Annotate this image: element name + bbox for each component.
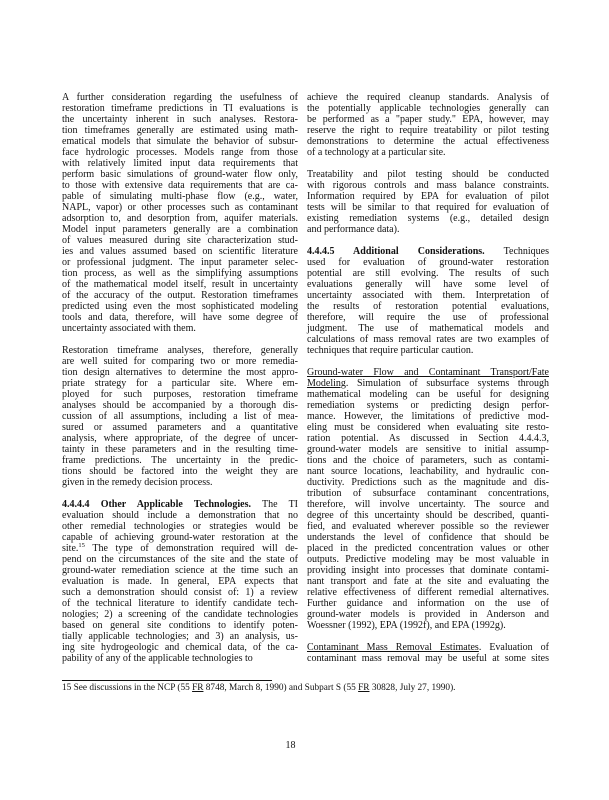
text-line: [307, 642, 549, 653]
text-line: demonstrations to determine the actual effectiveness: [307, 136, 549, 147]
text-line: of the mathematical model itself, result in uncertainty: [62, 279, 298, 290]
footnote-text: 8748, March 8, 1990) and Subpart S (55: [203, 683, 359, 693]
text-line: ductivity. Predictions such as the magnitude and dis-: [307, 477, 549, 488]
text-line: ing site hydrogeologic and chemical data, of the ca-: [62, 642, 298, 653]
text-line: uncertainty associated with them.: [62, 323, 196, 334]
text-line: pable of simulating multi-phase flow (e.g., water,: [62, 191, 298, 202]
text-span: . Simulation of subsurface systems through: [345, 378, 549, 389]
text-span: Techniques: [484, 246, 549, 257]
text-line: capable of achieving ground-water restoration at the: [62, 532, 298, 543]
text-line: or professional judgment. The input parameter selec-: [62, 257, 298, 268]
text-line: the potentially applicable technologies generally can: [307, 103, 549, 114]
text-line: pability of any of the applicable technologies to: [62, 653, 253, 664]
text-line: Information required by EPA for evaluation of pilot: [307, 191, 549, 202]
section-heading: 4.4.4.4 Other Applicable Technologies.: [62, 499, 251, 510]
text-line: therefore, will require the use of professional: [307, 312, 549, 323]
text-line: tion timeframes generally are estimated using math-: [62, 125, 298, 136]
text-line: the results of restoration potential evaluations,: [307, 301, 549, 312]
text-span: site.: [62, 543, 79, 554]
text-line: tainty in these parameters and in the resulting time-: [62, 444, 298, 455]
text-line: of values measured during site characterization stud-: [62, 235, 298, 246]
text-line: evaluation is made. In general, EPA expects that: [62, 576, 298, 587]
text-span: . Evaluation of: [478, 642, 549, 653]
right-column: [307, 92, 549, 675]
text-line: predicted using even the most sophisticated modeling: [62, 301, 298, 312]
text-line: nant source locations, leachability, and hydraulic con-: [307, 466, 549, 477]
text-line: tially applicable technologies; and 3) an analysis, us-: [62, 631, 298, 642]
text-line: tion process, as well as the simplifying assumptions: [62, 268, 298, 279]
text-span: The TI: [250, 499, 299, 510]
text-line: achieve the required cleanup standards. Analysis of: [307, 92, 549, 103]
paragraph: [307, 367, 549, 631]
text-line: given in the remedy decision process.: [62, 477, 213, 488]
text-line: and performance data).: [307, 224, 400, 235]
text-line: understands the level of confidence that should be: [307, 532, 549, 543]
text-line: [62, 543, 298, 554]
footnote-text: See discussions in the NCP (55: [71, 683, 193, 693]
text-line: tions and the choice of parameters, such as contami-: [307, 455, 549, 466]
text-line: restoration timeframe predictions in TI evaluations is: [62, 103, 298, 114]
text-line: potential are still evolving. The results of such: [307, 268, 549, 279]
text-line: tion design alternatives to determine the most appro-: [62, 367, 298, 378]
text-line: analysis, where appropriate, of the degree of uncer-: [62, 433, 298, 444]
paragraph: [62, 499, 298, 664]
text-span: The type of demonstration required will de-: [84, 543, 298, 554]
text-line: Treatability and pilot testing should be conducted: [307, 169, 549, 180]
text-line: Further guidance and information on the use of: [307, 598, 549, 609]
text-line: such a demonstration should consist of: 1) a review: [62, 587, 298, 598]
text-line: calculations of mass removal rates are two examples of: [307, 334, 549, 345]
text-line: placed in the predicted concentration values or other: [307, 543, 549, 554]
text-line: be performed as a "paper study." EPA, however, may: [307, 114, 549, 125]
text-line: used for evaluation of ground-water restoration: [307, 257, 549, 268]
text-line: the uncertainty inherent in such analyses. Restora-: [62, 114, 298, 125]
text-line: [307, 367, 549, 378]
text-line: nant transport and fate at the site and evaluating the: [307, 576, 549, 587]
text-line: are well suited for comparing two or more remedia-: [62, 356, 298, 367]
text-line: other remedial technologies or strategies would be: [62, 521, 298, 532]
text-line: [307, 246, 549, 257]
text-line: [307, 378, 549, 389]
text-line: NAPL, vapor) or other processes such as contaminant: [62, 202, 298, 213]
text-line: therefore, will involve uncertainty. The source and: [307, 499, 549, 510]
text-line: evaluations generally will have some level of: [307, 279, 549, 290]
text-line: of the accuracy of the output. Restoration timeframes: [62, 290, 298, 301]
section-heading: 4.4.4.5 Additional Considerations.: [307, 246, 485, 257]
text-line: evaluation should include a demonstration that no: [62, 510, 298, 521]
text-line: tools and data, therefore, will have some degree of: [62, 312, 298, 323]
federal-register-abbrev: FR: [192, 683, 204, 693]
text-line: of the technical literature to identify candidate tech-: [62, 598, 298, 609]
left-column: [62, 92, 298, 675]
text-line: degree of this uncertainty should be described, quanti-: [307, 510, 549, 521]
text-line: ematical models that simulate the behavior of subsur-: [62, 136, 298, 147]
text-line: priate strategy for a particular site. Where em-: [62, 378, 298, 389]
text-line: Model input parameters generally are a combination: [62, 224, 298, 235]
text-line: reserve the right to require treatability or pilot testing: [307, 125, 549, 136]
text-line: mance. However, the limitations of predictive mod-: [307, 411, 549, 422]
footnote-text: 30828, July 27, 1990).: [369, 683, 456, 693]
paragraph: [62, 345, 298, 488]
paragraph: [307, 92, 549, 158]
subsection-title: Modeling: [307, 378, 346, 389]
text-line: remediation systems or predicting design perfor-: [307, 400, 549, 411]
text-line: Woessner (1992), EPA (1992f), and EPA (1992g).: [307, 620, 506, 631]
text-line: tions should be factored into the weight they are: [62, 466, 298, 477]
text-line: tribution of subsurface contaminant concentrations,: [307, 488, 549, 499]
text-line: analyses should be accompanied by a thorough dis-: [62, 400, 298, 411]
text-line: ration potential. As discussed in Section 4.4.4.3,: [307, 433, 549, 444]
text-line: nologies; 2) a screening of the candidate technologies: [62, 609, 298, 620]
text-line: ies and values assumed based on scientific literature: [62, 246, 298, 257]
footnote-divider: [62, 680, 272, 681]
paragraph: [62, 92, 298, 334]
text-line: mathematical modeling can be useful for designing: [307, 389, 549, 400]
text-line: with rigorous controls and mass balance constraints.: [307, 180, 549, 191]
text-line: ground-water models is provided in Anderson and: [307, 609, 549, 620]
text-line: existing remediation systems (e.g., detailed design: [307, 213, 549, 224]
footnote-number: 15: [62, 683, 72, 693]
text-line: cussion of all assumptions, including a list of mea-: [62, 411, 298, 422]
text-line: adsorption to, and desorption from, aquifer materials.: [62, 213, 298, 224]
footnote-ref: 15: [78, 542, 85, 549]
text-line: of a technology at a particular site.: [307, 147, 446, 158]
subsection-title: Ground-water Flow and Contaminant Transport/Fate: [307, 367, 549, 378]
text-line: ground-water remediation science at the time such an: [62, 565, 298, 576]
footnote: [62, 683, 456, 694]
text-line: ground-water models are sensitive to initial assump-: [307, 444, 549, 455]
text-line: with relatively limited input data requirements that: [62, 158, 298, 169]
text-line: pend on the circumstances of the site and the state of: [62, 554, 298, 565]
text-line: [62, 499, 298, 510]
text-line: to those with extensive data requirements that are ca-: [62, 180, 298, 191]
federal-register-abbrev: FR: [358, 683, 370, 693]
text-line: frame predictions. The uncertainty in the predic-: [62, 455, 298, 466]
text-line: relative effectiveness of different remedial alternatives.: [307, 587, 549, 598]
paragraph: [307, 246, 549, 356]
text-line: outputs. Predictive modeling may be most valuable in: [307, 554, 549, 565]
text-line: providing insight into processes that dominate contami-: [307, 565, 549, 576]
subsection-title: Contaminant Mass Removal Estimates: [307, 642, 479, 653]
paragraph: [307, 642, 549, 664]
text-line: sured or assumed parameters and a quantitative: [62, 422, 298, 433]
paragraph: [307, 169, 549, 235]
text-line: perform basic simulations of ground-water flow only,: [62, 169, 298, 180]
page-number: 18: [285, 740, 296, 751]
text-line: uncertainty associated with them. Interpretation of: [307, 290, 549, 301]
text-line: tests will be similar to that required for evaluation of: [307, 202, 549, 213]
text-line: techniques that require particular caution.: [307, 345, 474, 356]
text-line: based on general site conditions to identify poten-: [62, 620, 298, 631]
text-line: face hydrologic processes. Models range from those: [62, 147, 298, 158]
text-line: A further consideration regarding the usefulness of: [62, 92, 298, 103]
text-line: contaminant mass removal may be useful at some sites: [307, 653, 549, 664]
text-line: Restoration timeframe analyses, therefore, generally: [62, 345, 298, 356]
text-line: judgment. The use of mathematical models and: [307, 323, 549, 334]
text-line: eling must be considered when evaluating site resto-: [307, 422, 549, 433]
text-line: fied, and evaluated wherever possible so the reviewer: [307, 521, 549, 532]
text-line: ployed for such purposes, restoration timeframe: [62, 389, 298, 400]
